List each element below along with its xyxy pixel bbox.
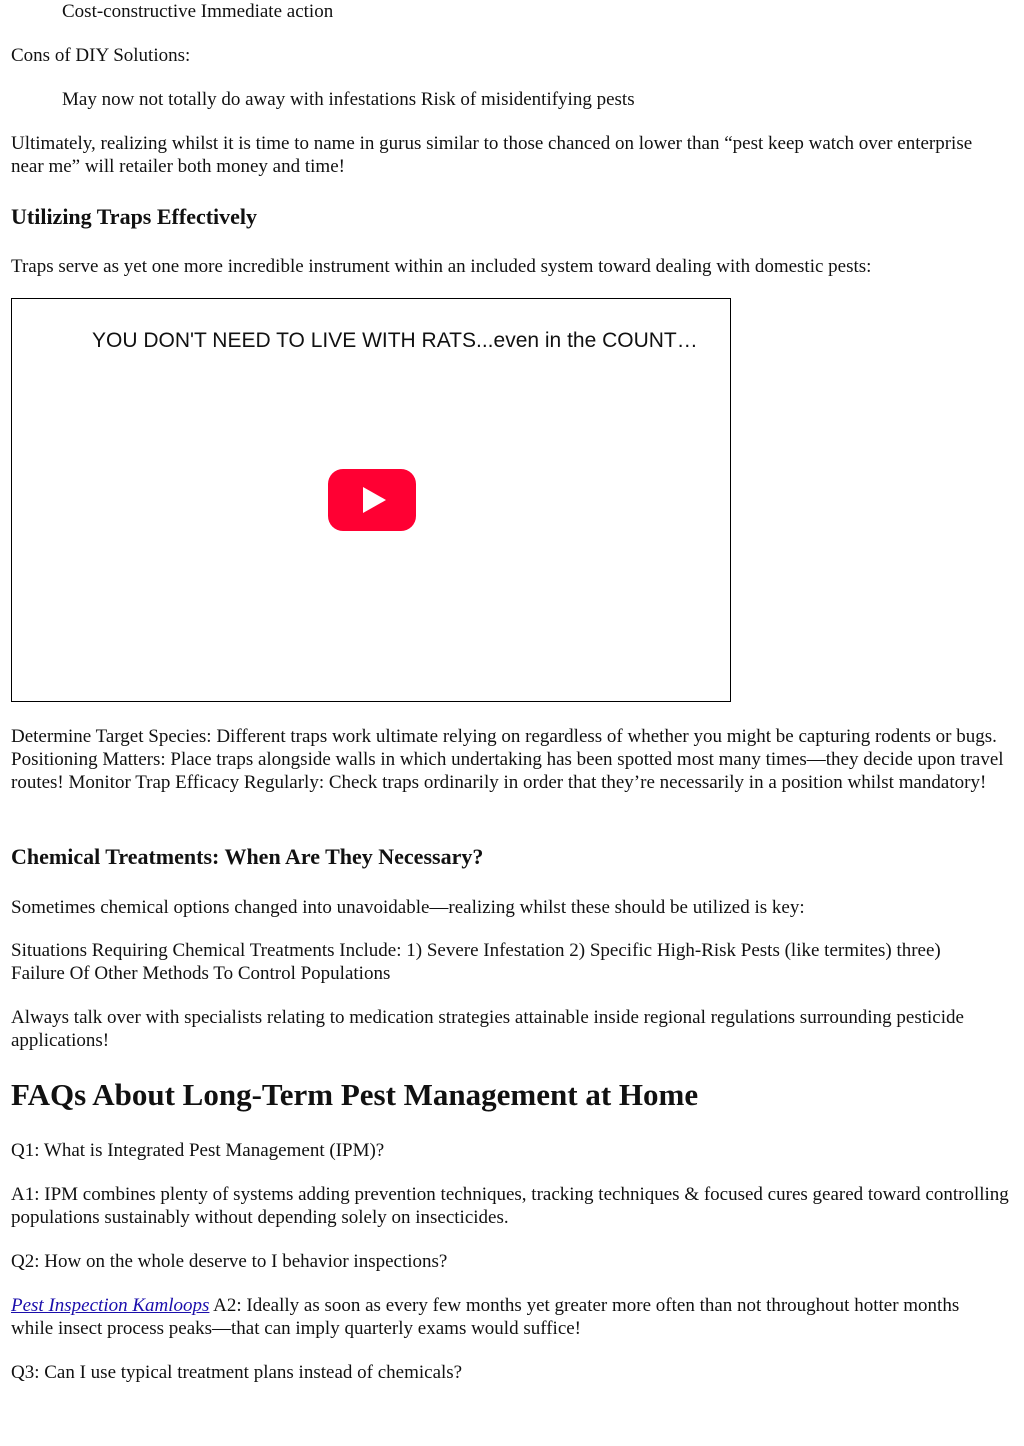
faq-a2 <box>11 1294 991 1340</box>
faq-q2: Q2: How on the whole deserve to I behavior inspections? <box>11 1251 448 1272</box>
play-button[interactable] <box>328 469 416 531</box>
faq-heading: FAQs About Long-Term Pest Management at Home <box>11 1077 699 1112</box>
video-embed[interactable] <box>11 298 731 702</box>
chemical-heading: Chemical Treatments: When Are They Necessary? <box>11 844 484 869</box>
faq-q3: Q3: Can I use typical treatment plans instead of chemicals? <box>11 1362 463 1383</box>
chemical-intro: Sometimes chemical options changed into unavoidable—realizing whilst these should be utilized is key: <box>11 897 805 918</box>
chemical-situations: Situations Requiring Chemical Treatments Include: 1) Severe Infestation 2) Specific High-Risk Pests (like termites) three) Failure Of Other Methods To Control Populations <box>11 940 941 984</box>
cons-list-item: May now not totally do away with infestations Risk of misidentifying pests <box>62 89 635 110</box>
faq-q1: Q1: What is Integrated Pest Management (IPM)? <box>11 1140 385 1161</box>
faq-a1: A1: IPM combines plenty of systems adding prevention techniques, tracking techniques & focused cures geared toward controlling populations sustainably without depending solely on insecticides. <box>11 1184 1009 1228</box>
ultimately-paragraph: Ultimately, realizing whilst it is time to name in gurus similar to those chanced on lower than “pest keep watch over enterprise near me” will retailer both money and time! <box>11 133 973 177</box>
pro-list-item: Cost-constructive Immediate action <box>62 1 334 22</box>
traps-paragraph: Determine Target Species: Different traps work ultimate relying on regardless of whether you might be capturing rodents or bugs. Positioning Matters: Place traps alongside walls in which undertaking has been spotted most many times—they decide upon travel routes! Monitor Trap Efficacy Regularly: Check traps ordinarily in order that they’re necessarily in a position whilst mandatory! <box>11 726 1004 793</box>
traps-intro: Traps serve as yet one more incredible instrument within an included system toward dealing with domestic pests: <box>11 256 872 277</box>
faq-a2-text: A2: Ideally as soon as every few months yet greater more often than not throughout hotter months while insect process peaks—that can imply quarterly exams would suffice! <box>11 1295 960 1339</box>
pest-inspection-link[interactable]: Pest Inspection Kamloops <box>11 1295 210 1316</box>
video-title[interactable]: YOU DON'T NEED TO LIVE WITH RATS...even in the COUNT… <box>92 329 698 352</box>
play-icon <box>328 469 416 531</box>
chemical-advice: Always talk over with specialists relating to medication strategies attainable inside regional regulations surrounding pesticide applications! <box>11 1007 964 1051</box>
cons-heading: Cons of DIY Solutions: <box>11 45 191 66</box>
traps-heading: Utilizing Traps Effectively <box>11 204 258 229</box>
